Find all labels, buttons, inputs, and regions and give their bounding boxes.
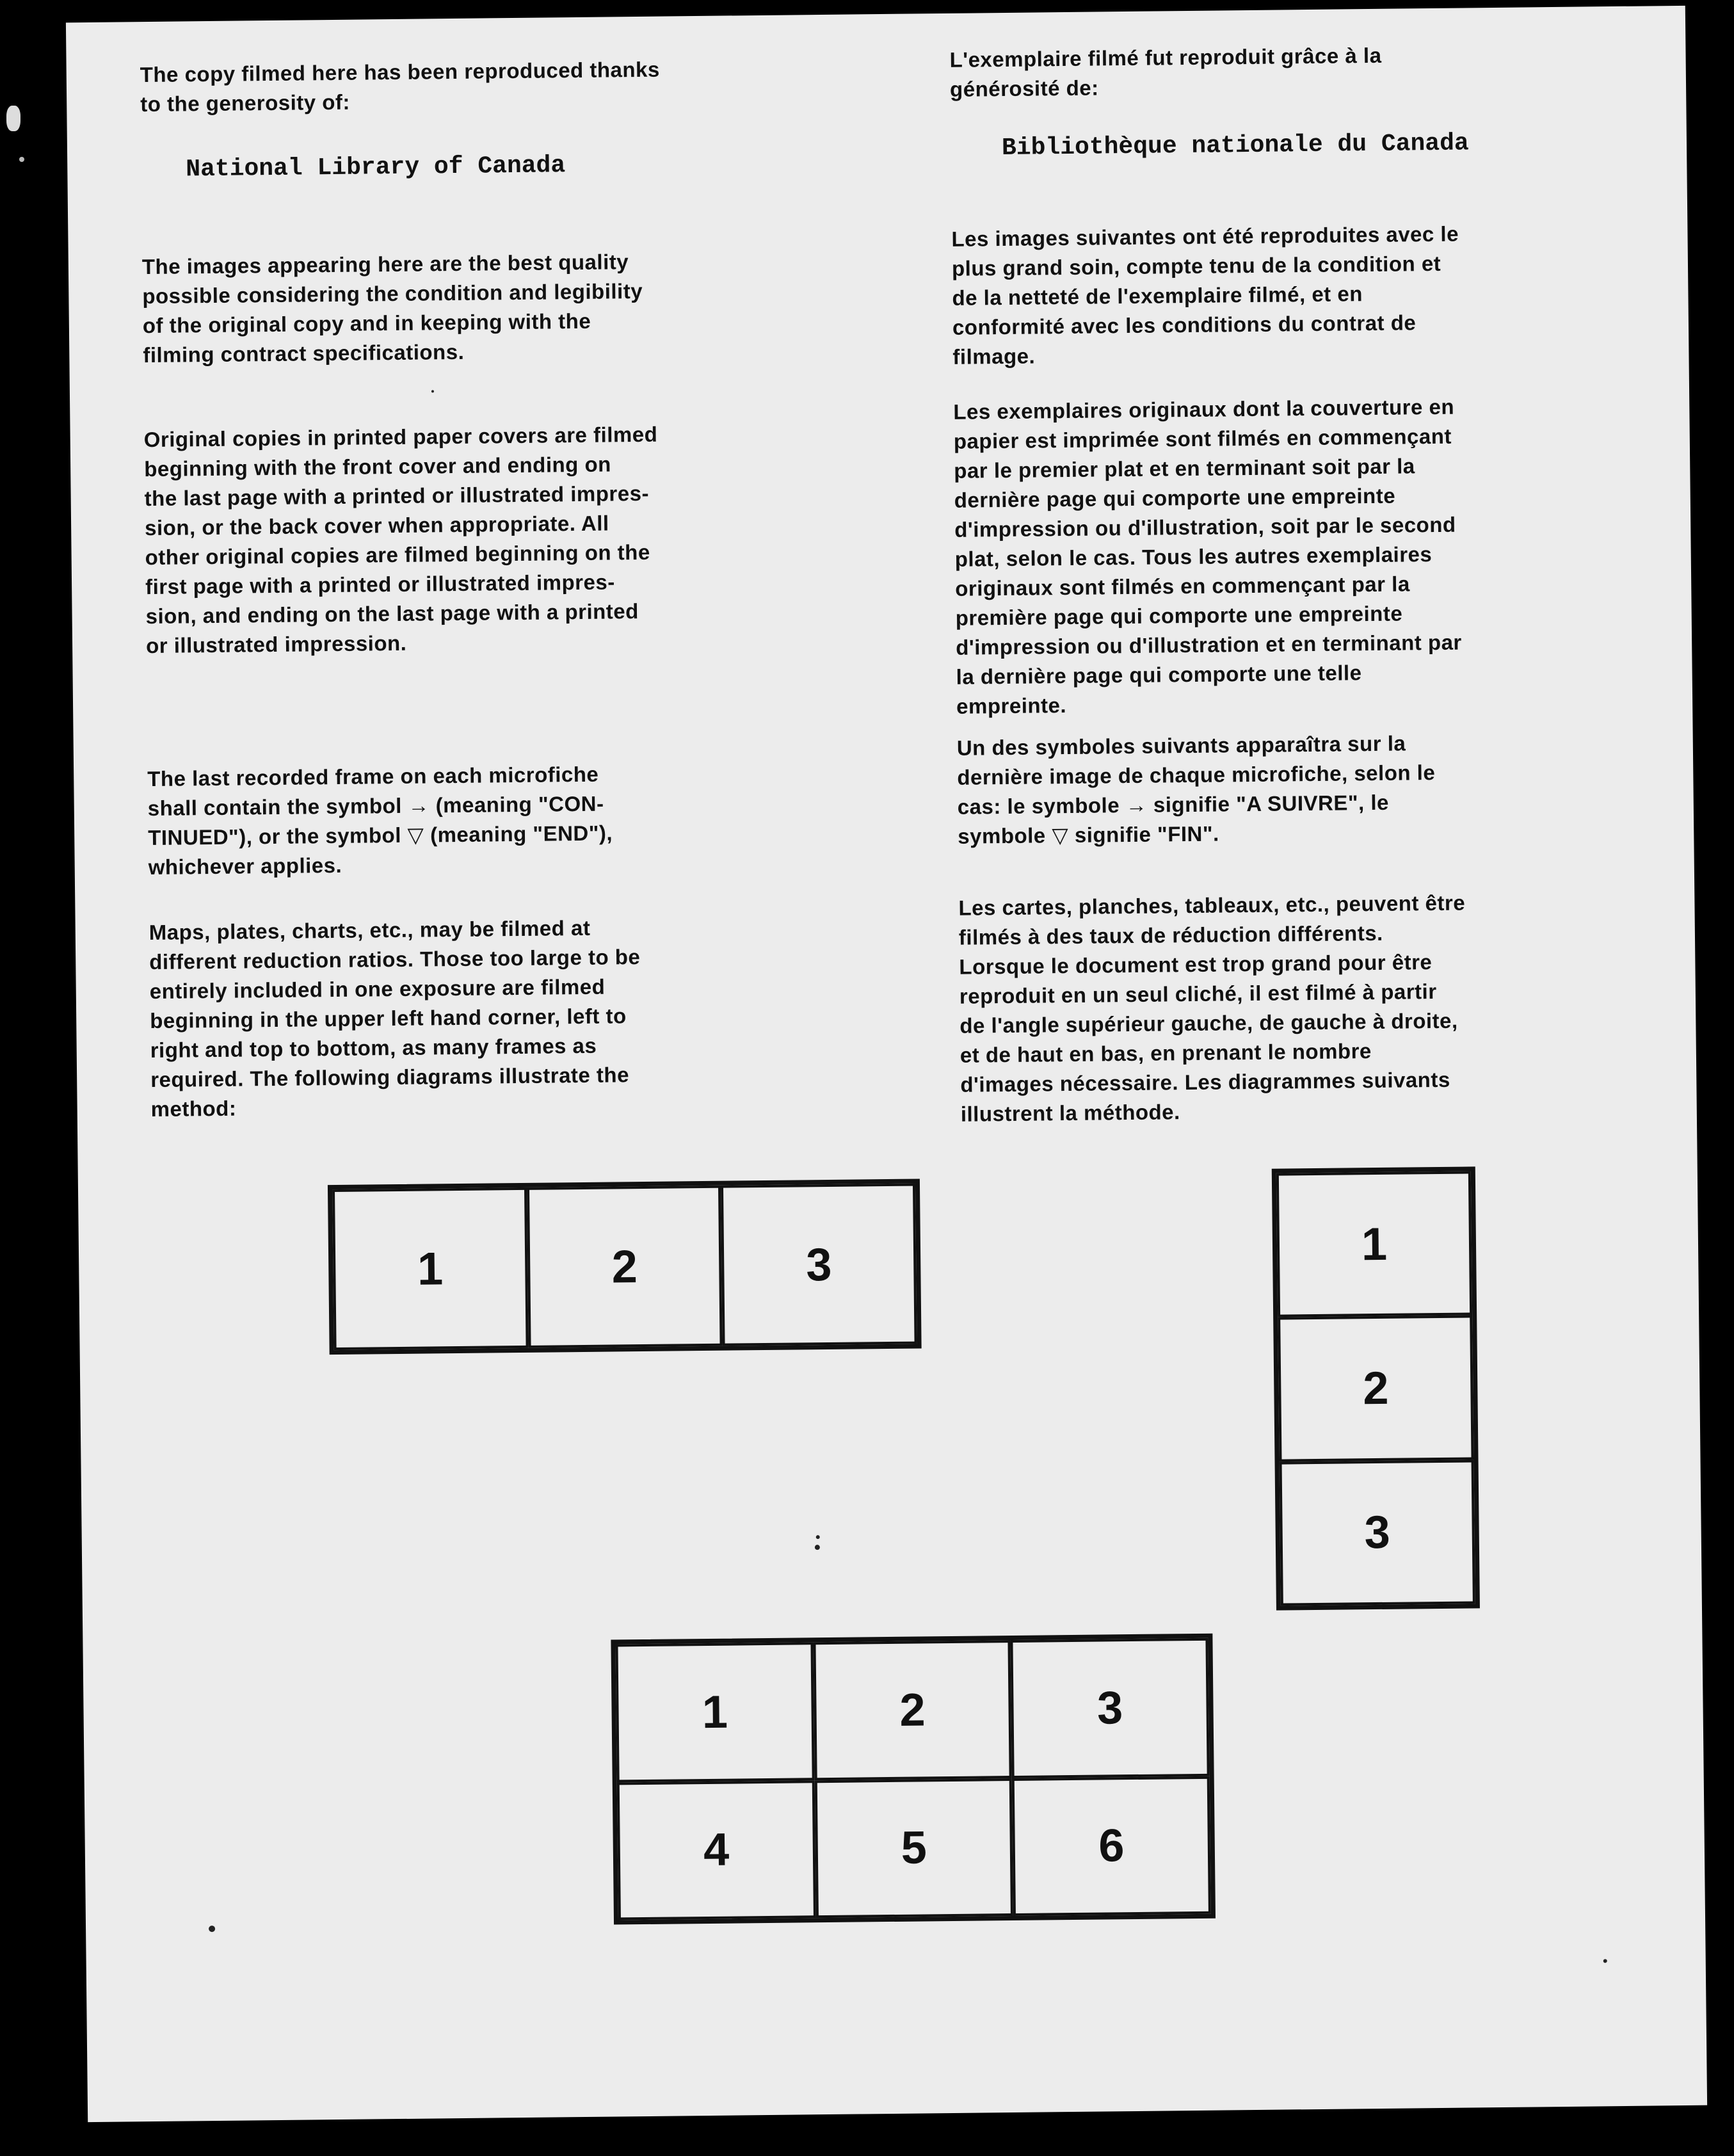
frame-cell: 6 xyxy=(1012,1776,1211,1916)
vertical-frame-diagram xyxy=(1272,1166,1480,1610)
frame-cell: 1 xyxy=(1276,1171,1472,1317)
scan-speck xyxy=(816,1535,820,1539)
english-intro: The copy filmed here has been reproduced thanks to the generosity of: xyxy=(140,57,660,117)
scan-speck xyxy=(6,106,20,131)
horizontal-frame-diagram xyxy=(328,1179,922,1355)
scan-speck xyxy=(1603,1959,1607,1963)
french-quality-notice: Les images suivantes ont été reproduites avec le plus grand soin, compte tenu de la condition et de la netteté de l'exemplaire filmé, et en conformité avec les conditions du contrat de filmage. xyxy=(951,221,1459,369)
frame-cell: 4 xyxy=(617,1780,816,1920)
frame-cell: 3 xyxy=(721,1184,917,1346)
document-page xyxy=(66,6,1707,2122)
english-maps-notice: Maps, plates, charts, etc., may be filmed at different reduction ratios. Those too large to be entirely included in one exposure are filmed beginning in the upper left hand corner, left to right and top to bottom, as many frames as required. The following diagrams illustrate the method: xyxy=(149,915,641,1122)
scan-speck xyxy=(815,1545,820,1550)
frame-cell: 2 xyxy=(1278,1315,1473,1461)
french-maps-notice: Les cartes, planches, tableaux, etc., peuvent être filmés à des taux de réduction différents. Lorsque le document est trop grand pour être reproduit en un seul cliché, il est filmé à partir de l'angle supérieur gauche, de gauche à droite, et de haut en bas, en prenant le nombre d'images nécessaire. Les diagrammes suivants illustrent la méthode. xyxy=(958,890,1466,1126)
french-originals-notice: Les exemplaires originaux dont la couverture en papier est imprimée sont filmés en commençant par le premier plat et en terminant soit par la dernière page qui comporte une empreinte d'impression ou d'illustration, soit par le second plat, selon le cas. Tous les autres exemplaires originaux sont filmés en commençant par la première page qui comporte une empreinte d'impression ou d'illustration et en terminant par la dernière page qui comporte une telle empreinte. xyxy=(953,394,1462,718)
french-symbols-notice: Un des symboles suivants apparaîtra sur la dernière image de chaque microfiche, selon le cas: le symbole → signifie "A SUIVRE", le symbole ▽ signifie "FIN". xyxy=(956,731,1436,848)
french-intro: L'exemplaire filmé fut reproduit grâce à la générosité de: xyxy=(949,43,1382,101)
french-institution: Bibliothèque nationale du Canada xyxy=(1001,129,1469,163)
grid-frame-diagram xyxy=(611,1634,1216,1925)
english-quality-notice: The images appearing here are the best quality possible considering the condition and legibility of the original copy and in keeping with the filming contract specifications. xyxy=(141,250,643,367)
frame-cell: 3 xyxy=(1011,1638,1210,1778)
frame-cell: 1 xyxy=(615,1642,814,1782)
frame-cell: 2 xyxy=(813,1640,1012,1780)
english-symbols-notice: The last recorded frame on each microfiche shall contain the symbol → (meaning "CON- TINUED"), or the symbol ▽ (meaning "END"), whichever applies. xyxy=(147,762,613,880)
english-institution: National Library of Canada xyxy=(186,152,566,184)
scan-speck xyxy=(431,390,434,392)
frame-cell: 5 xyxy=(814,1778,1013,1919)
english-originals-notice: Original copies in printed paper covers are filmed beginning with the front cover and ending on the last page with a printed or illustrated impres- sion, or the back cover when appropriate. All other original copies are filmed beginning on the first page with a printed or illustrated impres- sion, and ending on the last page with a printed or illustrated impression. xyxy=(143,422,658,658)
frame-cell: 3 xyxy=(1280,1460,1475,1605)
frame-cell: 2 xyxy=(527,1186,723,1348)
scan-speck xyxy=(19,157,24,162)
scan-speck xyxy=(209,1926,215,1932)
frame-cell: 1 xyxy=(332,1187,528,1350)
